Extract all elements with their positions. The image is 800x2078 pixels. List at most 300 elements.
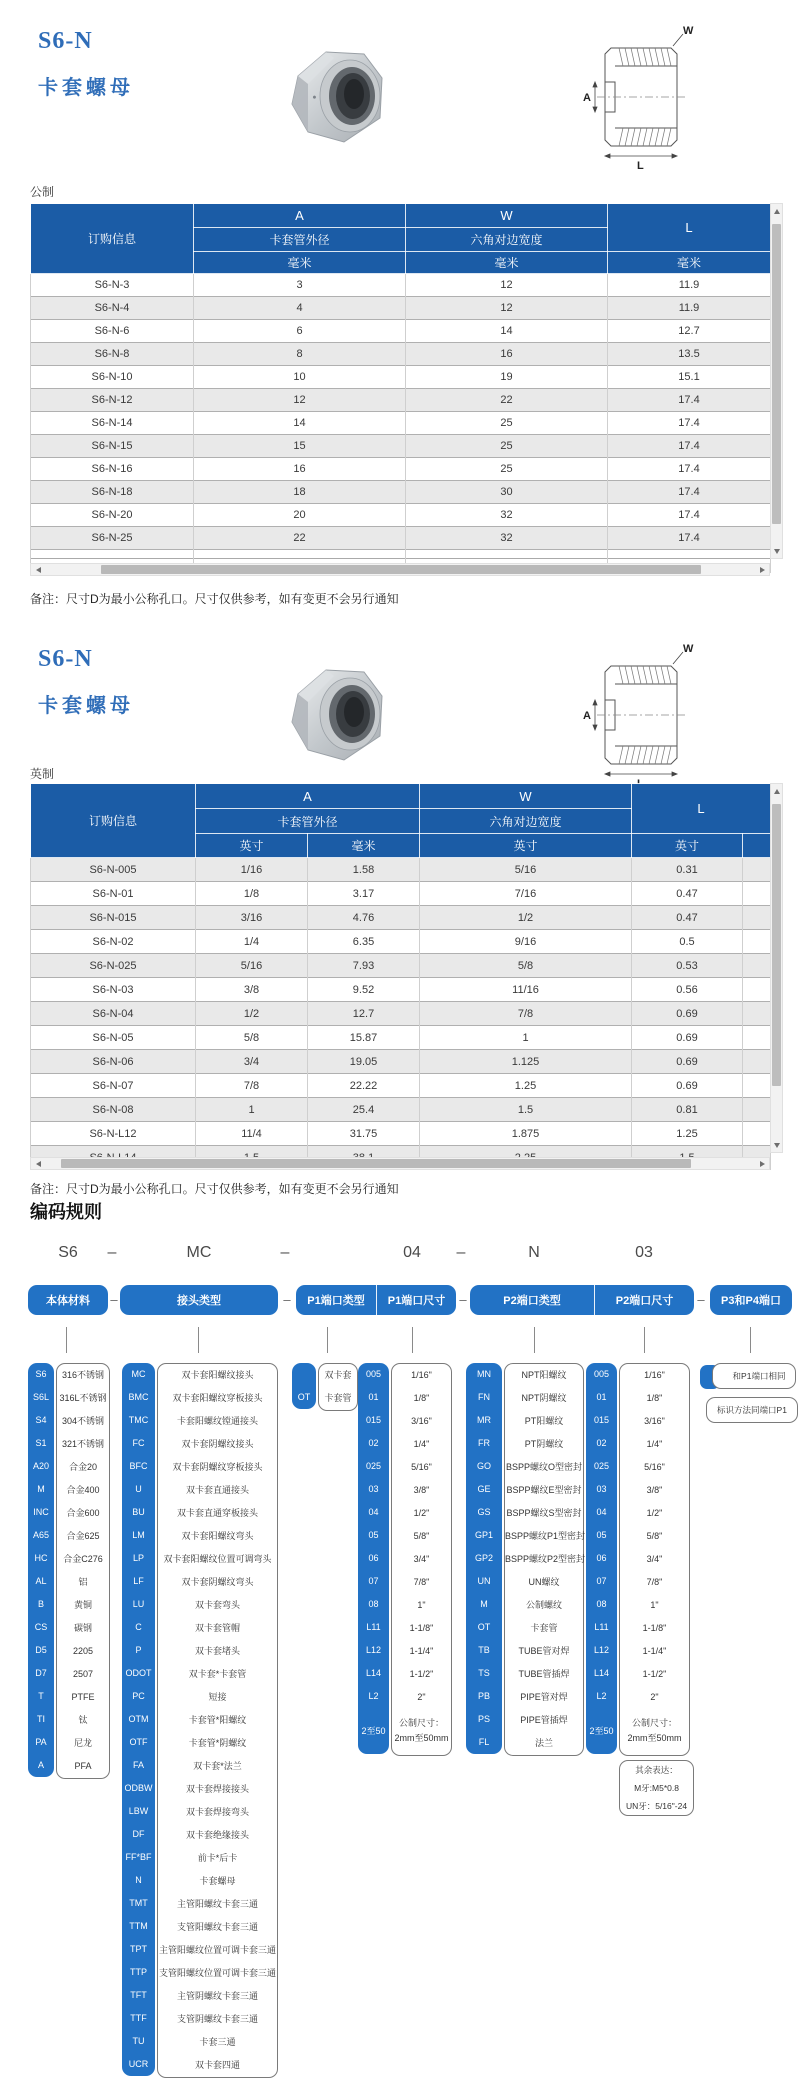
table-cell: 0.53 [632,954,743,978]
code-label: BSPP螺纹S型密封 [506,1508,582,1518]
table-cell: S6-N-08 [31,1098,196,1122]
code-badge: P [135,1645,142,1655]
code-label: 支管阳螺纹位置可调卡套三通 [158,1968,276,1978]
col-a: A [196,784,420,809]
scrollbar-thumb[interactable] [772,804,781,1086]
connector-tick [534,1327,535,1353]
imperial-horizontal-scrollbar[interactable] [30,1157,770,1170]
code-badge: GO [476,1461,491,1471]
table-cell: S6-N-16 [31,458,194,481]
code-badge: C [135,1622,142,1632]
coding-rules-diagram [0,1230,800,2069]
table-cell [743,1122,771,1146]
code-badge: D5 [35,1645,47,1655]
code-label: 1-1/4" [642,1646,667,1656]
table-cell: 1.875 [420,1122,632,1146]
pill-p1-group [296,1285,456,1315]
code-badge: T [38,1691,44,1701]
code-badge: 04 [368,1507,379,1517]
scroll-down-button[interactable] [771,1138,782,1152]
code-badge: GP1 [474,1530,493,1540]
code-badge: M [37,1484,45,1494]
code-part-p1-size: 04 [403,1244,421,1261]
table-cell: 1.125 [420,1050,632,1074]
product-model: S6-N [38,646,93,672]
scroll-down-button[interactable] [771,544,782,558]
table-cell [743,1002,771,1026]
table-cell: 1/16 [196,858,308,882]
code-label: 卡套管 [324,1393,352,1403]
table-cell: 32 [406,527,608,550]
code-badge: 05 [596,1530,607,1540]
code-label: 3/8" [413,1485,430,1495]
code-label: 公制螺纹 [525,1600,562,1610]
table-cell: 1.25 [420,1074,632,1098]
col-w-desc: 六角对边宽度 [406,228,608,252]
code-badge: MC [131,1369,146,1379]
code-label: 前卡*后卡 [197,1853,238,1863]
p2-type-list-codes [466,1363,502,1754]
code-badge: 03 [596,1484,607,1494]
table-cell: 11/16 [420,978,632,1002]
metric-horizontal-scrollbar[interactable] [30,563,770,576]
scroll-up-button[interactable] [771,784,782,798]
table-cell: 0.5 [632,930,743,954]
code-label: 双卡套阴螺纹接头 [181,1439,254,1449]
table-cell: 17.4 [608,435,771,458]
dim-label-a: A [583,92,591,104]
pill-p2-port-type: P2端口类型 [503,1295,561,1307]
dim-label-w: W [683,25,694,37]
code-badge: FF*BF [125,1852,152,1862]
code-badge: AL [35,1576,47,1586]
code-badge: PS [477,1714,490,1724]
table-row [31,1050,771,1074]
scrollbar-thumb[interactable] [772,224,781,524]
table-row [31,906,771,930]
table-cell: 19 [406,366,608,389]
code-badge: MN [477,1369,491,1379]
table-cell [743,882,771,906]
table-cell: 9.52 [308,978,420,1002]
scroll-left-icon [36,567,41,573]
pill-p1-port-size: P1端口尺寸 [376,1285,456,1315]
code-badge: TU [132,2036,145,2046]
table-cell: 4 [194,297,406,320]
code-badge: GP2 [474,1553,493,1563]
code-badge: 08 [368,1599,379,1609]
code-label: 1/8" [413,1393,430,1403]
unit-inch: 英寸 [632,834,743,858]
imperial-vertical-scrollbar[interactable] [770,783,783,1153]
code-badge: GS [477,1507,491,1517]
table-cell: S6-N-L12 [31,1122,196,1146]
code-label: 双卡套阴螺纹穿板接头 [172,1462,263,1472]
table-cell: 3.17 [308,882,420,906]
table-cell: 22 [406,389,608,412]
table-cell [743,1026,771,1050]
table-cell: 1.58 [308,858,420,882]
code-label: 尼龙 [73,1738,92,1748]
metric-table-zone [30,203,783,583]
pill-p1-port-type: P1端口类型 [307,1295,365,1307]
code-badge: LM [132,1530,145,1540]
code-label: 304不锈钢 [61,1416,105,1426]
table-cell: S6-N-4 [31,297,194,320]
p1-size-list-labels [391,1363,452,1756]
pill-dash: – [283,1292,291,1307]
product-name: 卡套螺母 [38,695,134,717]
table-cell: 22 [194,527,406,550]
code-label: 公制尺寸： 2mm至50mm [394,1718,449,1743]
table-cell: 9/16 [420,930,632,954]
scroll-up-button[interactable] [771,204,782,218]
code-badge: ODBW [124,1783,153,1793]
table-cell: 11/4 [196,1122,308,1146]
code-label: 双卡套焊接弯头 [185,1807,249,1817]
table-cell: 1/4 [196,930,308,954]
code-badge: FA [132,1760,144,1770]
code-label: BSPP螺纹P2型密封 [505,1554,586,1564]
table-cell: 12.7 [608,320,771,343]
p3p4-marking-note-box: 标识方法同端口P1 [706,1397,798,1423]
code-label: 7/8" [413,1577,430,1587]
code-label: 3/8" [646,1485,663,1495]
code-label: 3/16" [644,1416,665,1426]
scroll-left-button[interactable] [31,564,45,575]
code-badge: LU [132,1599,145,1609]
code-badge: GE [477,1484,491,1494]
table-row [31,435,771,458]
code-label: 5/8" [646,1531,663,1541]
table-row [31,954,771,978]
p2-type-list-labels [504,1363,584,1756]
code-label: PT阴螺纹 [524,1439,564,1449]
table-cell: S6-N-3 [31,274,194,297]
code-label: 1/16" [644,1370,665,1380]
scroll-right-button[interactable] [755,1158,769,1169]
code-badge: A65 [32,1530,49,1540]
code-label: 1-1/8" [409,1623,434,1633]
imperial-unit-label: 英制 [30,767,55,781]
product-model: S6-N [38,28,93,54]
scrollbar-thumb[interactable] [101,565,701,574]
code-label: 1" [650,1600,659,1610]
table-row [31,389,771,412]
col-l: L [632,784,771,834]
code-badge: 05 [368,1530,379,1540]
code-badge: LP [132,1553,144,1563]
scroll-right-button[interactable] [755,564,769,575]
code-label: 1-1/2" [642,1669,667,1679]
code-badge: 005 [593,1369,610,1379]
code-label: 3/4" [646,1554,663,1564]
table-cell: 0.69 [632,1050,743,1074]
code-label: 2" [417,1692,426,1702]
code-label: BSPP螺纹O型密封 [505,1462,582,1472]
table-cell: 0.69 [632,1026,743,1050]
code-badge: U [135,1484,142,1494]
code-label: 双卡套*法兰 [193,1761,242,1771]
imperial-product-header [0,618,800,798]
table-cell [743,1098,771,1122]
connector-tick [644,1327,645,1353]
table-cell: 11.9 [608,297,771,320]
code-badge: TPT [130,1944,147,1954]
metric-unit-label: 公制 [30,185,55,199]
col-w: W [406,204,608,228]
svg-text:●: ● [310,93,319,102]
code-label: PIPE管对焊 [520,1692,568,1702]
table-cell: 12.7 [308,1002,420,1026]
scroll-down-icon [774,1143,780,1148]
scroll-left-icon [36,1161,41,1167]
product-name: 卡套螺母 [38,77,134,99]
metric-vertical-scrollbar[interactable] [770,203,783,559]
code-label: 卡套螺母 [199,1876,236,1886]
code-badge: INC [33,1507,49,1517]
code-label: 1/2" [646,1508,663,1518]
code-label: PTFE [71,1692,95,1702]
col-a-desc: 卡套管外径 [194,228,406,252]
table-cell: 16 [406,343,608,366]
table-cell: 3/8 [196,978,308,1002]
table-cell: 0.47 [632,882,743,906]
unit-mm: 毫米 [406,252,608,274]
connector-tick [412,1327,413,1353]
code-label: 双卡套阳螺纹弯头 [181,1531,254,1541]
table-cell: 12 [406,297,608,320]
code-label: 316不锈钢 [61,1370,105,1380]
code-label: PIPE管插焊 [520,1715,568,1725]
table-cell: 3/16 [196,906,308,930]
joint-type-list-codes [122,1363,155,2076]
product-photo-nut [278,656,398,771]
table-cell: S6-N-025 [31,954,196,978]
code-badge: OTM [128,1714,149,1724]
code-label: PT阳螺纹 [524,1416,564,1426]
code-badge: 03 [368,1484,379,1494]
col-l: L [608,204,771,252]
table-cell: 0.31 [632,858,743,882]
code-label: NPT阴螺纹 [521,1393,567,1403]
unit-mm: 毫米 [608,252,771,274]
code-label: 合金C276 [63,1554,103,1564]
code-badge: L12 [365,1645,382,1655]
table-row [31,1026,771,1050]
code-badge: L12 [593,1645,610,1655]
code-label: NPT阳螺纹 [521,1370,567,1380]
code-badge: BMC [128,1392,149,1402]
code-badge: TS [478,1668,490,1678]
table-row [31,1122,771,1146]
table-cell: S6-N-18 [31,481,194,504]
table-cell: S6-N-015 [31,906,196,930]
code-badge: PA [35,1737,47,1747]
code-part-p2-size: 03 [635,1244,653,1261]
code-badge: L11 [366,1622,381,1632]
code-label: 碳钢 [73,1623,92,1633]
code-badge: UN [477,1576,491,1586]
table-cell: 31.75 [308,1122,420,1146]
code-badge: 02 [596,1438,607,1448]
code-badge: 08 [596,1599,607,1609]
dim-label-w: W [683,643,694,655]
table-cell: S6-N-6 [31,320,194,343]
code-badge: MR [477,1415,491,1425]
code-badge: 07 [368,1576,379,1586]
code-label: 双卡套四通 [194,2060,240,2070]
table-cell: 1 [420,1026,632,1050]
table-row [31,320,771,343]
table-cell: 15.1 [608,366,771,389]
table-cell [743,978,771,1002]
table-row [31,1098,771,1122]
table-cell: 3/4 [196,1050,308,1074]
unit-mm: 毫米 [308,834,420,858]
table-cell: 22.22 [308,1074,420,1098]
table-row [31,458,771,481]
product-title-block [38,646,134,718]
code-badge: 07 [596,1576,607,1586]
col-a-desc: 卡套管外径 [196,809,420,834]
code-badge: L14 [593,1668,610,1678]
code-label: 双卡套阳螺纹位置可调弯头 [163,1554,272,1564]
code-badge: L14 [365,1668,382,1678]
code-label: 双卡套 [324,1370,352,1380]
table-cell: 6.35 [308,930,420,954]
pill-p2-port-size: P2端口尺寸 [594,1285,694,1315]
code-label: 1/2" [413,1508,430,1518]
table-cell: S6-N-25 [31,527,194,550]
table-row [31,882,771,906]
table-row [31,504,771,527]
table-cell: 8 [194,343,406,366]
code-label: 双卡套阳螺纹穿板接头 [172,1393,263,1403]
connector-tick [198,1327,199,1353]
table-cell: 0.69 [632,1074,743,1098]
table-row [31,274,771,297]
table-cell: 25 [406,412,608,435]
code-label: 2" [650,1692,659,1702]
code-badge [292,1363,316,1386]
pill-joint-type: 接头类型 [120,1285,278,1315]
table-cell: 5/8 [420,954,632,978]
table-cell: S6-N-10 [31,366,194,389]
col-w-desc: 六角对边宽度 [420,809,632,834]
p2-size-list-codes [586,1363,617,1754]
joint-type-list-labels [157,1363,278,2078]
imperial-note: 备注：尺寸D为最小公称孔口。尺寸仅供参考，如有变更不会另行通知 [30,1182,399,1196]
table-cell: 0.47 [632,906,743,930]
code-badge: TB [478,1645,490,1655]
table-cell: 16 [194,458,406,481]
code-label: 合金20 [68,1462,97,1472]
material-list-labels [56,1363,110,1779]
code-badge: FC [132,1438,145,1448]
code-badge: HC [34,1553,48,1563]
table-cell: 17.4 [608,504,771,527]
code-label: 5/16" [411,1462,432,1472]
col-order-info: 订购信息 [31,204,194,274]
product-title-block [38,28,134,100]
table-cell: S6-N-07 [31,1074,196,1098]
connector-tick [66,1327,67,1353]
pill-p3-p4-port: P3和P4端口 [710,1285,792,1315]
code-badge: TFT [130,1990,147,2000]
table-cell: 5/8 [196,1026,308,1050]
code-label: 黄铜 [73,1600,92,1610]
code-label: 卡套阳螺纹镗通接头 [176,1416,258,1426]
table-row [31,527,771,550]
table-cell: 12 [406,274,608,297]
table-row [31,297,771,320]
code-label: 主管阴螺纹卡套三通 [176,1991,258,2001]
code-label: 法兰 [534,1738,553,1748]
table-cell: 7/16 [420,882,632,906]
code-label: 7/8" [646,1577,663,1587]
code-label: 双卡套*卡套管 [188,1669,247,1679]
code-label: PFA [74,1761,92,1771]
table-cell: 15.87 [308,1026,420,1050]
code-badge: 025 [365,1461,382,1471]
scroll-left-button[interactable] [31,1158,45,1169]
metric-product-header [0,0,800,180]
code-label: 卡套管 [530,1623,558,1633]
table-cell: 10 [194,366,406,389]
code-label: 主管阳螺纹位置可调卡套三通 [158,1945,276,1955]
col-a: A [194,204,406,228]
code-badge: TI [37,1714,45,1724]
table-cell: 17.4 [608,527,771,550]
table-cell [743,930,771,954]
code-part-material: S6 [58,1244,78,1261]
table-cell: 1/2 [196,1002,308,1026]
code-badge: CS [34,1622,48,1632]
table-cell [743,906,771,930]
table-cell: 30 [406,481,608,504]
code-badge: S1 [35,1438,47,1448]
dim-label-l: L [637,160,644,172]
table-cell: S6-N-20 [31,504,194,527]
code-badge: 02 [368,1438,379,1448]
scrollbar-thumb[interactable] [61,1159,691,1168]
code-badge: LBW [128,1806,149,1816]
p1-type-list-codes [292,1363,316,1409]
pill-p2-group [470,1285,694,1315]
extra-note-line: UN牙：5/16"-24 [625,1801,688,1811]
code-badge: 04 [596,1507,607,1517]
table-cell: 0.69 [632,1002,743,1026]
table-cell: S6-N-005 [31,858,196,882]
code-badge: PB [477,1691,490,1701]
pill-body-material: 本体材料 [28,1285,108,1315]
code-label: 1/4" [646,1439,663,1449]
code-label: BSPP螺纹E型密封 [506,1485,582,1495]
table-cell: 25 [406,435,608,458]
p3p4-same-as-p1-box: 和P1端口相同 [712,1363,796,1389]
table-cell: 7/8 [420,1002,632,1026]
code-label: 双卡套直通穿板接头 [176,1508,258,1518]
table-cell: 4.76 [308,906,420,930]
code-badge: 01 [596,1392,607,1402]
dim-label-a: A [583,710,591,722]
material-list-codes [28,1363,54,1777]
table-cell: 5/16 [420,858,632,882]
code-label: 2205 [72,1646,94,1656]
table-cell: 1.25 [632,1122,743,1146]
code-label: 1/4" [413,1439,430,1449]
